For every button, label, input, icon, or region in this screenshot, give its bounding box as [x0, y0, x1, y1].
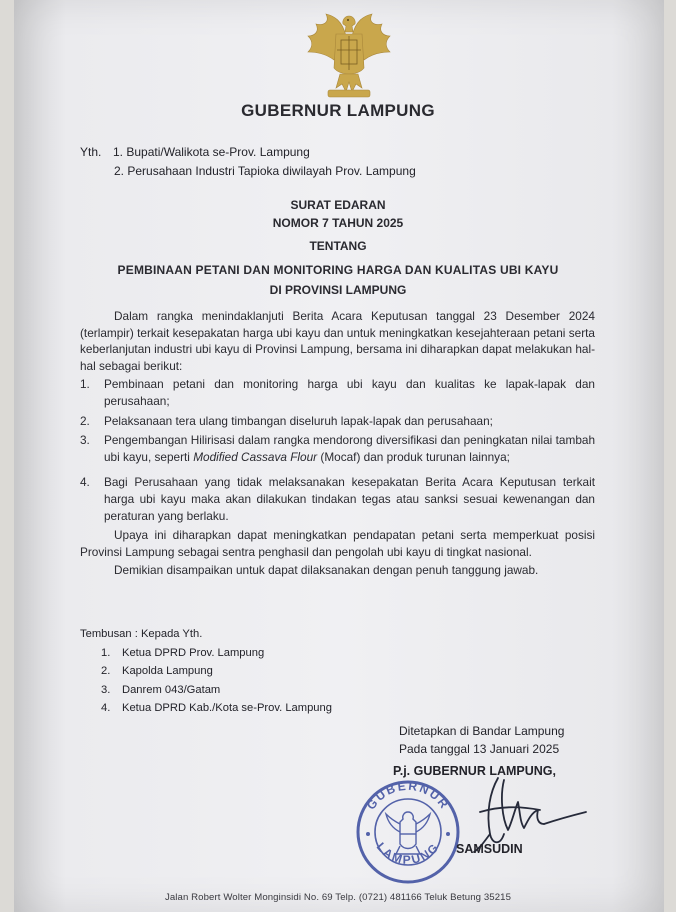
- tembusan-item: 1. Ketua DPRD Prov. Lampung: [101, 646, 265, 659]
- stamp-text-bottom: LAMPUNG: [373, 839, 443, 867]
- subject-line-1: PEMBINAAN PETANI DAN MONITORING HARGA DAN KUALITAS UBI KAYU: [117, 263, 559, 277]
- svg-text:LAMPUNG: [374, 840, 443, 867]
- letter-number: NOMOR 7 TAHUN 2025: [272, 216, 404, 230]
- letter-type: SURAT EDARAN: [290, 198, 386, 212]
- letter-body: [80, 308, 595, 579]
- signature-place: Ditetapkan di Bandar Lampung: [399, 724, 565, 738]
- official-stamp-icon: [346, 772, 470, 886]
- tembusan-label: Tembusan : Kepada Yth.: [80, 628, 203, 640]
- stamp-text-top: GUBERNUR: [363, 778, 453, 813]
- recipient-item: 2. Perusahaan Industri Tapioka diwilayah Prov. Lampung: [114, 164, 416, 178]
- signature-title: P.j. GUBERNUR LAMPUNG,: [393, 764, 556, 778]
- closing-paragraph: Demikian disampaikan untuk dapat dilaksanakan dengan penuh tanggung jawab.: [114, 563, 539, 578]
- tembusan-list: [101, 644, 332, 718]
- tembusan-item: 4. Ketua DPRD Kab./Kota se-Prov. Lampung: [101, 702, 332, 715]
- point-item: 3. Pengembangan Hilirisasi dalam rangka mendorong diversifikasi dan peningkatan nilai tambah ubi kayu, seperti Modified Cassava Flour (Mocaf) dan produk turunan lainnya;: [80, 433, 595, 464]
- about-label: TENTANG: [309, 239, 367, 253]
- point-item: 4. Bagi Perusahaan yang tidak melaksanakan kesepakatan Berita Acara Keputusan terkait harga ubi kayu maka akan dilakukan tindakan tegas atau sanksi sesuai kewenangan dan peraturan yang berlaku.: [80, 475, 595, 523]
- points-list: [80, 376, 595, 524]
- signature-date: Pada tanggal 13 Januari 2025: [399, 742, 560, 756]
- signature-place-date: [399, 722, 564, 758]
- intro-paragraph: Dalam rangka menindaklanjuti Berita Acara Keputusan tanggal 23 Desember 2024 (terlampir) terkait kesepakatan harga ubi kayu dan untuk meningkatkan kesejahteraan petani serta keberlanjutan industri ubi kayu di Provinsi Lampung, bersama ini diharapkan dapat melakukan hal-hal sebagai berikut:: [80, 309, 595, 373]
- tembusan-item: 3. Danrem 043/Gatam: [101, 683, 221, 696]
- italic-term: Modified Cassava Flour: [193, 449, 318, 464]
- subject-line-2: DI PROVINSI LAMPUNG: [269, 283, 407, 297]
- letterhead-title: GUBERNUR LAMPUNG: [241, 101, 435, 120]
- svg-text:GUBERNUR: [364, 779, 452, 813]
- hope-paragraph: Upaya ini diharapkan dapat meningkatkan pendapatan petani serta memperkuat posisi Provinsi Lampung sebagai sentra penghasil dan pengolah ubi kayu di tingkat nasional.: [80, 528, 595, 559]
- recipients-label: Yth.: [80, 145, 102, 159]
- recipients-list: [113, 143, 533, 181]
- tembusan-block: [80, 625, 332, 718]
- recipient-item: 1. Bupati/Walikota se-Prov. Lampung: [113, 145, 310, 159]
- footer-address: Jalan Robert Wolter Monginsidi No. 69 Telp. (0721) 481166 Teluk Betung 35215: [164, 892, 512, 903]
- point-item: 2. Pelaksanaan tera ulang timbangan diseluruh lapak-lapak dan perusahaan;: [80, 413, 493, 428]
- garuda-crest-icon: [306, 12, 392, 100]
- signer-name: SAMSUDIN: [456, 842, 523, 856]
- point-item: 1. Pembinaan petani dan monitoring harga ubi kayu dan kualitas ke lapak-lapak dan perusahaan;: [80, 377, 595, 408]
- tembusan-item: 2. Kapolda Lampung: [101, 665, 213, 678]
